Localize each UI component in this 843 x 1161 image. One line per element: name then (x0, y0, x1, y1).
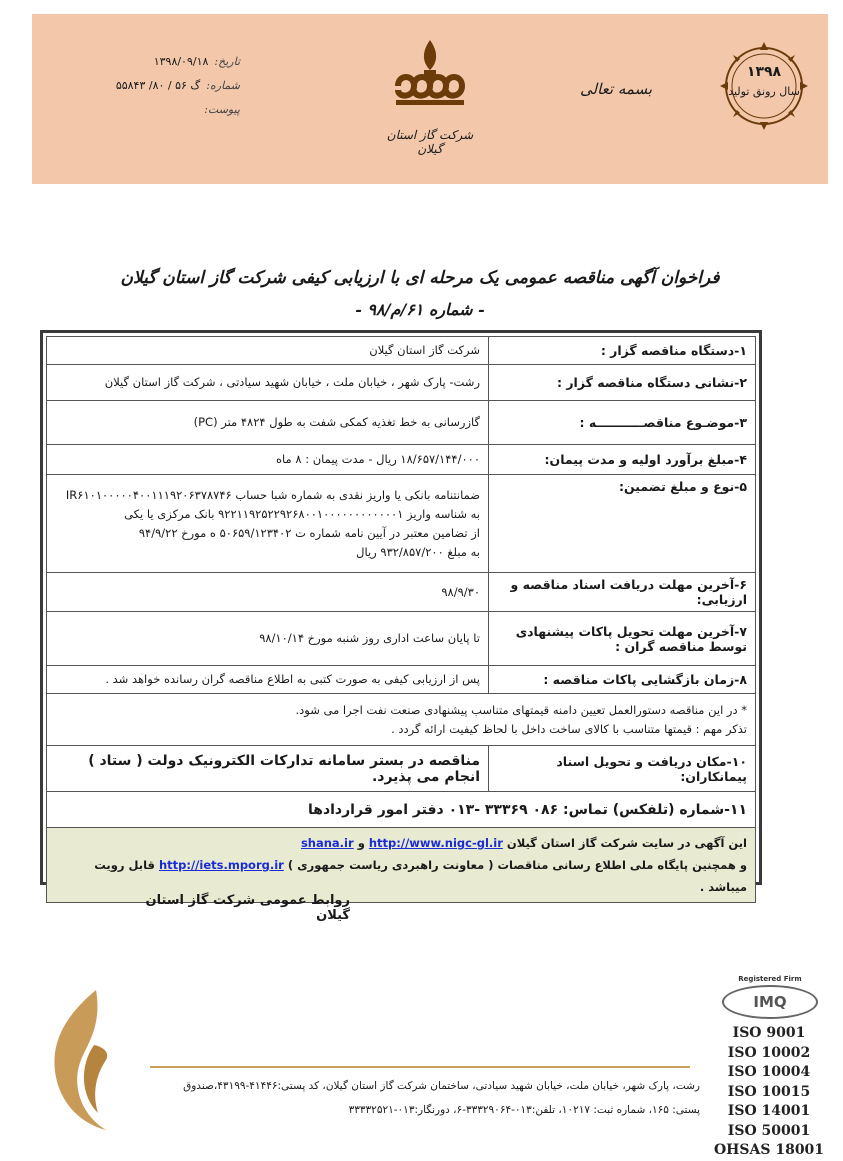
iets-link[interactable]: http://iets.mporg.ir (158, 858, 284, 872)
iso-item: ISO 14001 (727, 1103, 811, 1119)
signature: روابط عمومی شرکت گاز استان گیلان (145, 893, 350, 923)
row-key: ۶-آخرین مهلت دریافت اسناد مناقصه و ارزیابی: (489, 573, 756, 612)
row-key: ۳-موضـوع مناقصـــــــــــه : (489, 401, 756, 445)
row-value (47, 475, 489, 573)
seal-label (718, 62, 810, 102)
iso-item: ISO 10004 (727, 1064, 811, 1080)
iso-item: ISO 9001 (732, 1025, 806, 1041)
row-key: ۲-نشانی دستگاه مناقصه گزار : (489, 365, 756, 401)
contact-row (47, 792, 756, 828)
iso-list (708, 1024, 830, 1161)
value-line: به مبلغ ۹۳۲/۸۵۷/۲۰۰ ریال (356, 544, 480, 559)
value-line: به شناسه واریز ۹۲۲۱۱۹۲۵۲۲۹۲۶۸۰۰۱۰۰۰۰۰۰۰۰۰۰۰۰۱ بانک مرکزی یا یکی (124, 506, 480, 521)
row-key: ۵-نوع و مبلغ تضمین: (489, 475, 756, 573)
attachment-label: پیوست: (204, 103, 240, 116)
value-line: رشت- پارک شهر ، خیابان ملت ، خیابان شهید سیادتی ، شرکت گاز استان گیلان (104, 375, 480, 389)
table-row (47, 401, 756, 445)
letter-meta (100, 50, 240, 122)
publication-text: قابل رویت میباشد . (94, 858, 747, 894)
number-value: گ ۵۶ / ۸۰/ ۵۵۸۴۳ (115, 79, 201, 92)
and-text: و (357, 836, 365, 850)
seal-year: ۱۳۹۸ (746, 64, 782, 80)
table-row (47, 573, 756, 612)
row-value: مناقصه در بستر سامانه تدارکات الکترونیک دولت ( ستاد ) انجام می پذیرد. (47, 746, 489, 792)
publication-line-1 (55, 832, 747, 854)
nigc-link[interactable]: http://www.nigc-gl.ir (368, 836, 503, 850)
footer-divider (150, 1066, 690, 1068)
row-value (47, 401, 489, 445)
shana-link[interactable]: shana.ir (300, 836, 354, 850)
publication-text: این آگهی در سایت شرکت گاز استان گیلان (506, 836, 747, 850)
imq-logo: IMQ (722, 985, 818, 1019)
seal-caption: سال رونق تولید (728, 85, 800, 98)
tender-info-table (46, 336, 756, 903)
publication-row (47, 828, 756, 903)
value-line: شرکت گاز استان گیلان (369, 343, 480, 357)
table-row (47, 365, 756, 401)
note-line: تذکر مهم : قیمتها متناسب با کالای ساخت داخل با لحاظ کیفیت ارائه گردد . (391, 721, 747, 736)
value-line: ۱۸/۶۵۷/۱۴۴/۰۰۰ ریال - مدت پیمان : ۸ ماه (276, 452, 480, 466)
notes-cell (47, 694, 756, 746)
iso-item: ISO 10002 (727, 1044, 811, 1061)
table-row (47, 445, 756, 475)
date-value: ۱۳۹۸/۰۹/۱۸ (153, 55, 209, 68)
value-line: گازرسانی به خط تغذیه کمکی شفت به طول ۴۸۲۴ متر (PC) (193, 415, 480, 429)
row-key: ۱۰-مکان دریافت و تحویل اسناد پیمانکاران: (489, 746, 756, 792)
note-line: * در این مناقصه دستورالعمل تعیین دامنه قیمتهای متناسب پیشنهادی صنعت نفت اجرا می شود. (295, 702, 747, 717)
notes-row (47, 694, 756, 746)
imq-certification (720, 975, 820, 1019)
row-value (47, 337, 489, 365)
publication-text: و همچنین پایگاه ملی اطلاع رسانی مناقصات ( معاونت راهبردی ریاست جمهوری ) (287, 858, 747, 872)
contact-cell: ۱۱-شماره (تلفکس) تماس: ۰۸۶ ۳۳۳۶۹ -۰۱۳ دفتر امور قراردادها (47, 792, 756, 828)
table-row (47, 475, 756, 573)
announcement-title: فراخوان آگهی مناقصه عمومی یک مرحله ای با ارزیابی کیفی شرکت گاز استان گیلان (120, 268, 720, 288)
flame-watermark-icon (36, 985, 126, 1135)
announcement-number: - شماره ۶۱/م/۹۸ - (355, 300, 485, 319)
date-label: تاریخ: (214, 55, 240, 68)
iso-item: OHSAS 18001 (713, 1142, 825, 1158)
company-name: شرکت گاز استان گیلان (386, 128, 474, 156)
row-key: ۸-زمان بازگشایی پاکات مناقصه : (489, 666, 756, 694)
company-logo (375, 34, 485, 156)
row-key: ۴-مبلغ برآورد اولیه و مدت پیمان: (489, 445, 756, 475)
flame-logo-icon (384, 34, 476, 126)
value-line: تا پایان ساعت اداری روز شنبه مورخ ۹۸/۱۰/۱۴ (259, 631, 480, 645)
row-value (47, 573, 489, 612)
publication-line-2 (55, 854, 747, 898)
address-line: رشت، پارک شهر، خیابان ملت، خیابان شهید سیادتی، ساختمان شرکت گاز استان گیلان، کد پستی:۴۱۴۴۶-۴۳۱۹۹،صندوق (183, 1080, 700, 1092)
value-line: پس از ارزیابی کیفی به صورت کتبی به اطلاع مناقصه گران رسانده خواهد شد . (105, 672, 480, 686)
row-value (47, 666, 489, 694)
row-value (47, 365, 489, 401)
value-line: ۹۸/۹/۳۰ (441, 584, 480, 599)
publication-cell (47, 828, 756, 903)
footer-address (140, 1074, 700, 1122)
table-row (47, 612, 756, 666)
row-value (47, 612, 489, 666)
table-row (47, 746, 756, 792)
number-label: شماره: (206, 79, 240, 92)
row-value (47, 445, 489, 475)
table-row (47, 337, 756, 365)
value-line: ضمانتنامه بانکی یا واریز نقدی به شماره شبا حساب IR۶۱۰۱۰۰۰۰۰۴۰۰۱۱۱۹۲۰۶۳۷۸۷۴۶ (65, 487, 480, 502)
iso-item: ISO 50001 (727, 1122, 811, 1139)
table-row (47, 666, 756, 694)
registered-firm-label: Registered Firm (738, 975, 802, 983)
address-line: پستی: ۱۶۵، شماره ثبت: ۱۰۲۱۷، تلفن:۰۱۳-۳۳۳۲۹۰۶۴-۶، دورنگار:۰۱۳-۳۳۳۳۲۵۲۱ (348, 1104, 700, 1116)
value-line: از تضامین معتبر در آیین نامه شماره ت ۵۰۶۵۹/۱۲۳۴۰۲ ه مورخ ۹۴/۹/۲۲ (138, 525, 480, 540)
iso-item: ISO 10015 (727, 1083, 811, 1100)
row-key: ۷-آخرین مهلت تحویل پاکات پیشنهادی توسط مناقصه گران : (489, 612, 756, 666)
row-key: ۱-دستگاه مناقصه گزار : (489, 337, 756, 365)
basmala: بسمه تعالی (580, 80, 653, 98)
